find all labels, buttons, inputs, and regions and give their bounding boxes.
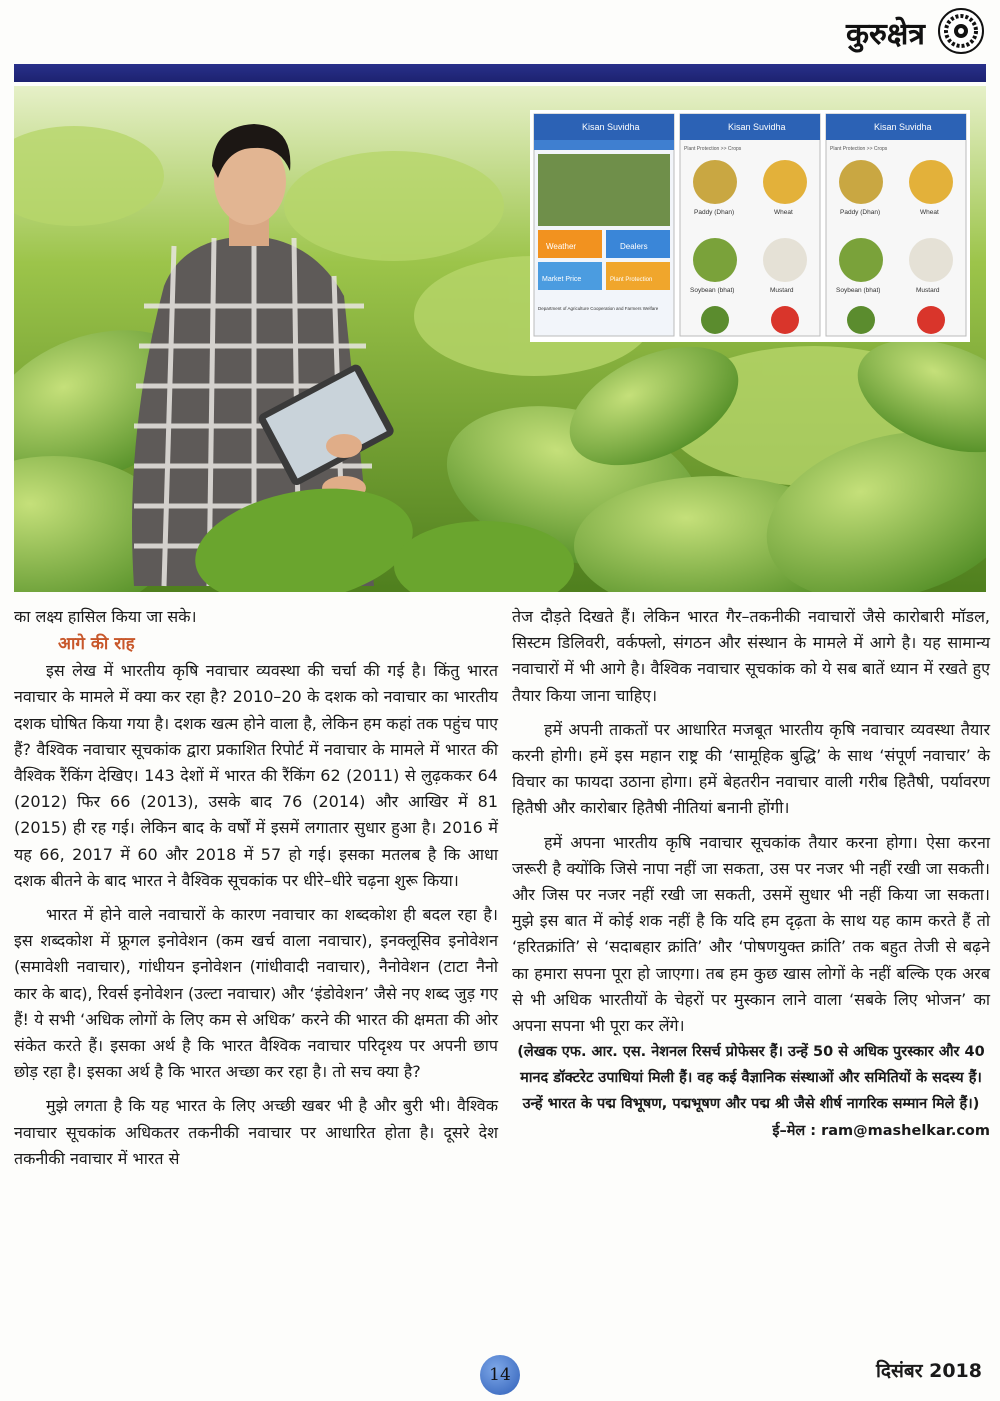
paragraph-1: इस लेख में भारतीय कृषि नवाचार व्यवस्था की चर्चा की गई है। किंतु भारत नवाचार के मामले में क्या कर रहा है? 2010–20 के दशक को नवाचार का भारतीय दशक घोषित किया गया है। दशक खत्म होने वाला है, लेकिन हम कहां तक पहुंच पाए हैं? वैश्विक नवाचार सूचकांक द्वारा प्रकाशित रिपोर्ट में नवाचार के मामले में भारत की वैश्विक रैंकिंग देखिए। 143 देशों में भारत की रैंकिंग 62 (2011) से लुढ़ककर 64 (2012) फिर 66 (2013), उसके बाद 76 (2014) और आखिर में 81 (2015) ही रह गई। लेकिन बाद के वर्षों में इसमें लगातार सुधार हुआ है। 2016 में यह 66, 2017 में 60 और 2018 में 57 हो गई। इसका मतलब है कि आधा दशक बीतने के बाद भारत ने वैश्विक सूचकांक पर धीरे–धीरे चढ़ना शुरू किया। xyxy=(14,661,498,890)
screen2-crop-mustard: Mustard xyxy=(770,287,794,294)
screen2-breadcrumb: Plant Protection >> Crops xyxy=(684,146,742,152)
article-column-left xyxy=(14,604,498,1172)
screen3-crop-wheat: Wheat xyxy=(920,209,939,216)
screen3-crop-soybean: Soybean (bhat) xyxy=(836,287,881,294)
intro-line: का लक्ष्य हासिल किया जा सके। xyxy=(14,607,197,626)
issue-date: दिसंबर 2018 xyxy=(876,1360,982,1382)
screen3-title: Kisan Suvidha xyxy=(874,122,932,132)
header-rule xyxy=(14,64,986,82)
paragraph-5: हमें अपना भारतीय कृषि नवाचार सूचकांक तैयार करना होगा। ऐसा करना जरूरी है क्योंकि जिसे नापा नहीं जा सकता, उस पर नजर भी नहीं रखी जा सकती। और जिस पर नजर नहीं रखी जा सकती, उसमें सुधार भी नहीं किया जा सकता। मुझे इस बात में कोई शक नहीं है कि यदि हम दृढ़ता के साथ यह काम करते हैं तो ‘हरितक्रांति’ से ‘सदाबहार क्रांति’ और ‘पोषणयुक्त क्रांति’ तक बहुत तेजी से बढ़ने का हमारा सपना पूरा हो जाएगा। तब हम कुछ खास लोगों के नहीं बल्कि एक अरब से भी अधिक भारतीयों के चेहरों पर मुस्कान लाने वाला ‘सबके लिए भोजन’ का अपना सपना भी पूरा कर लेंगे। xyxy=(512,832,990,1036)
screen3-crop-paddy: Paddy (Dhan) xyxy=(840,209,881,216)
magazine-emblem-icon xyxy=(936,6,986,56)
paragraph-2: भारत में होने वाले नवाचारों के कारण नवाचार का शब्दकोश ही बदल रहा है। इस शब्दकोश में फ्रूगल इनोवेशन (कम खर्च वाला नवाचार), इनक्लूसिव इनोवेशन (समावेशी नवाचार), गांधीयन इनोवेशन (गांधीवादी नवाचार), नैनोवेशन (टाटा नैनो कार के बाद), रिवर्स इनोवेशन (उल्टा नवाचार) और ‘इंडोवेशन’ जैसे नए शब्द जुड़ गए हैं! ये सभी ‘अधिक लोगों के लिए कम से अधिक’ करने की भारत की क्षमता की ओर संकेत करते हैं। इसका अर्थ है कि भारत वैश्विक नवाचार परिदृश्य पर अपनी छाप छोड़ रहा है। इसका अर्थ है कि भारत अच्छा कर रहा है। तो सच क्या है? xyxy=(14,905,498,1082)
screen1-market: Market Price xyxy=(542,276,582,283)
app-screenshots xyxy=(530,110,970,342)
screen2-crop-wheat: Wheat xyxy=(774,209,793,216)
screen1-title: Kisan Suvidha xyxy=(582,122,640,132)
paragraph-4: हमें अपनी ताकतों पर आधारित मजबूत भारतीय कृषि नवाचार व्यवस्था तैयार करनी होगी। हमें इस महान राष्ट्र की ‘सामूहिक बुद्धि’ के साथ ‘संपूर्ण नवाचार’ के विचार का फायदा उठाना होगा। हमें बेहतरीन नवाचार वाली गरीब हितैषी, पर्यावरण हितैषी और कारोबार हितैषी नीतियां बनानी होंगी। xyxy=(512,719,990,818)
screen3-crop-mustard: Mustard xyxy=(916,287,940,294)
screen2-crop-soybean: Soybean (bhat) xyxy=(690,287,735,294)
author-bio: (लेखक एफ. आर. एस. नेशनल रिसर्च प्रोफेसर हैं। उन्हें 50 से अधिक पुरस्कार और 40 मानद डॉक्टरेट उपाधियां मिली हैं। वह कई वैज्ञानिक संस्थाओं और समितियों के सदस्य हैं। उन्हें भारत के पद्म विभूषण, पद्मभूषण और पद्म श्री जैसे शीर्ष नागरिक सम्मान मिले हैं।) xyxy=(517,1044,985,1113)
screen1-dealers: Dealers xyxy=(620,242,648,251)
section-heading: आगे की राह xyxy=(58,634,135,655)
author-email[interactable]: ई–मेल : ram@mashelkar.com xyxy=(772,1123,990,1140)
paragraph-3-continued: तेज दौड़ते दिखते हैं। लेकिन भारत गैर–तकनीकी नवाचारों जैसे कारोबारी मॉडल, सिस्टम डिलिवरी, वर्कफ्लो, संगठन और संस्थान के मामले में आगे है। यह सामान्य नवाचारों में भी आगे है। वैश्विक नवाचार सूचकांक को ये सब बातें ध्यान में रखते हुए तैयार किया जाना चाहिए। xyxy=(512,607,990,705)
screen1-footer: Department of Agriculture Cooperation and Farmers Welfare xyxy=(538,306,659,311)
screen1-protection: Plant Protection xyxy=(610,277,653,283)
screen1-weather: Weather xyxy=(546,242,577,251)
screen2-title: Kisan Suvidha xyxy=(728,122,786,132)
paragraph-3: मुझे लगता है कि यह भारत के लिए अच्छी खबर भी है और बुरी भी। वैश्विक नवाचार सूचकांक अधिकतर तकनीकी नवाचार पर आधारित होता है। दूसरे देश तकनीकी नवाचार में भारत से xyxy=(14,1096,498,1168)
magazine-name: कुरुक्षेत्र xyxy=(845,17,925,52)
screen2-crop-paddy: Paddy (Dhan) xyxy=(694,209,735,216)
article-column-right xyxy=(512,604,990,1145)
page-header xyxy=(0,0,1000,62)
screen3-breadcrumb: Plant Protection >> Crops xyxy=(830,146,888,152)
page-number: 14 xyxy=(480,1355,520,1395)
